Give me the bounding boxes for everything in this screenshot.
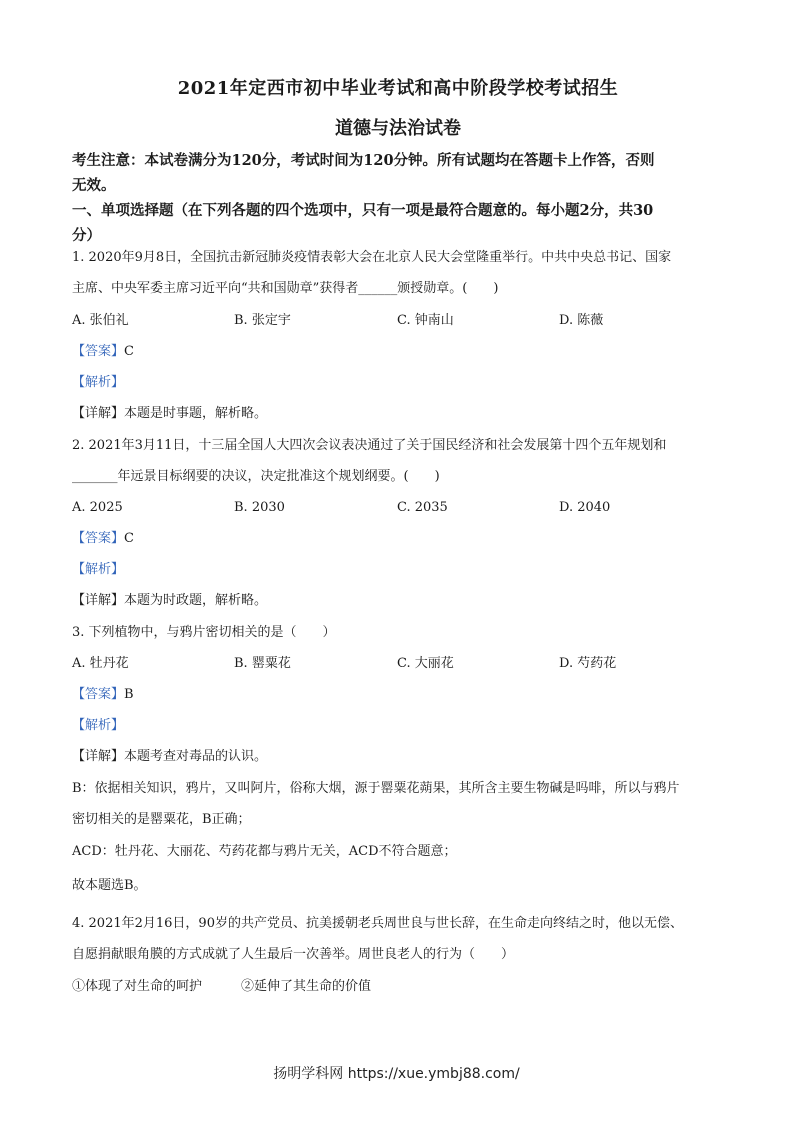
answer-label: 【答案】 [72, 531, 125, 546]
exam-title: 2021年定西市初中毕业考试和高中阶段学校考试招生 [177, 78, 619, 99]
question-3-option-b: B. 罂粟花 [234, 656, 291, 671]
answer-label: 【答案】 [72, 687, 125, 702]
answer-label: 【答案】 [72, 344, 125, 359]
question-2-option-c: C. 2035 [397, 500, 448, 515]
question-1-option-a: A. 张伯礼 [72, 313, 129, 328]
question-3-option-a: A. 牡丹花 [72, 656, 129, 671]
question-4-choices: ①体现了对生命的呵护 ②延伸了其生命的价值 [72, 979, 372, 994]
question-2-analysis-label: 【解析】 [72, 562, 125, 577]
question-1-stem: 1. 2020年9月8日，全国抗击新冠肺炎疫情表彰大会在北京人民大会堂隆重举行。中共中央总书记、国家 [72, 250, 672, 265]
question-1-option-d: D. 陈薇 [559, 313, 604, 328]
question-3-conclusion: 故本题选B。 [72, 878, 147, 893]
question-1-stem: 主席、中央军委主席习近平向“共和国勋章”获得者______颁授勋章。( ) [72, 281, 499, 296]
answer-value: C [124, 344, 134, 359]
question-1-detail: 【详解】本题是时事题，解析略。 [72, 406, 268, 421]
question-3-explanation: 密切相关的是罂粟花，B正确； [72, 812, 251, 827]
section-heading [72, 198, 724, 248]
exam-subtitle: 道德与法治试卷 [335, 118, 461, 139]
footer-watermark[interactable]: 扬明学科网 https://xue.ymbj88.com/ [273, 1066, 520, 1082]
question-4-stem: 4. 2021年2月16日，90岁的共产党员、抗美援朝老兵周世良与世长辞，在生命走向终结之时，他以无偿、 [72, 916, 683, 931]
question-1-option-c: C. 钟南山 [397, 313, 454, 328]
question-2-detail: 【详解】本题为时政题，解析略。 [72, 593, 268, 608]
question-1-option-b: B. 张定宇 [234, 313, 291, 328]
question-3-explanation: ACD：牡丹花、大丽花、芍药花都与鸦片无关，ACD不符合题意； [72, 844, 457, 859]
exam-notice [72, 148, 724, 198]
question-2-option-d: D. 2040 [559, 500, 611, 515]
section-line: 一、单项选择题（在下列各题的四个选项中，只有一项是最符合题意的。每小题2分，共30 [72, 202, 654, 219]
question-3-stem: 3. 下列植物中，与鸦片密切相关的是（ ） [72, 625, 336, 640]
notice-line: 考生注意：本试卷满分为120分，考试时间为120分钟。所有试题均在答题卡上作答，否则 [72, 152, 655, 169]
question-2-option-b: B. 2030 [234, 500, 285, 515]
question-2-answer [72, 529, 724, 549]
question-3-answer [72, 685, 724, 705]
question-3-analysis-label: 【解析】 [72, 718, 125, 733]
notice-line: 无效。 [72, 177, 116, 194]
question-2-stem: 2. 2021年3月11日，十三届全国人大四次会议表决通过了关于国民经济和社会发展第十四个五年规划和 [72, 438, 667, 453]
section-line: 分） [72, 227, 101, 244]
question-1-analysis-label: 【解析】 [72, 375, 125, 390]
question-3-detail: 【详解】本题考查对毒品的认识。 [72, 749, 268, 764]
question-3-option-d: D. 芍药花 [559, 656, 617, 671]
answer-value: C [124, 531, 134, 546]
question-4-stem: 自愿捐献眼角膜的方式成就了人生最后一次善举。周世良老人的行为（ ） [72, 947, 515, 962]
question-2-stem: _______年远景目标纲要的决议，决定批准这个规划纲要。( ) [72, 469, 440, 484]
question-3-explanation: B：依据相关知识，鸦片，又叫阿片，俗称大烟，源于罂粟花蒴果，其所含主要生物碱是吗啡，所以与鸦片 [72, 781, 680, 796]
question-2-option-a: A. 2025 [72, 500, 123, 515]
question-3-option-c: C. 大丽花 [397, 656, 454, 671]
answer-value: B [124, 687, 134, 702]
question-1-answer [72, 342, 724, 362]
